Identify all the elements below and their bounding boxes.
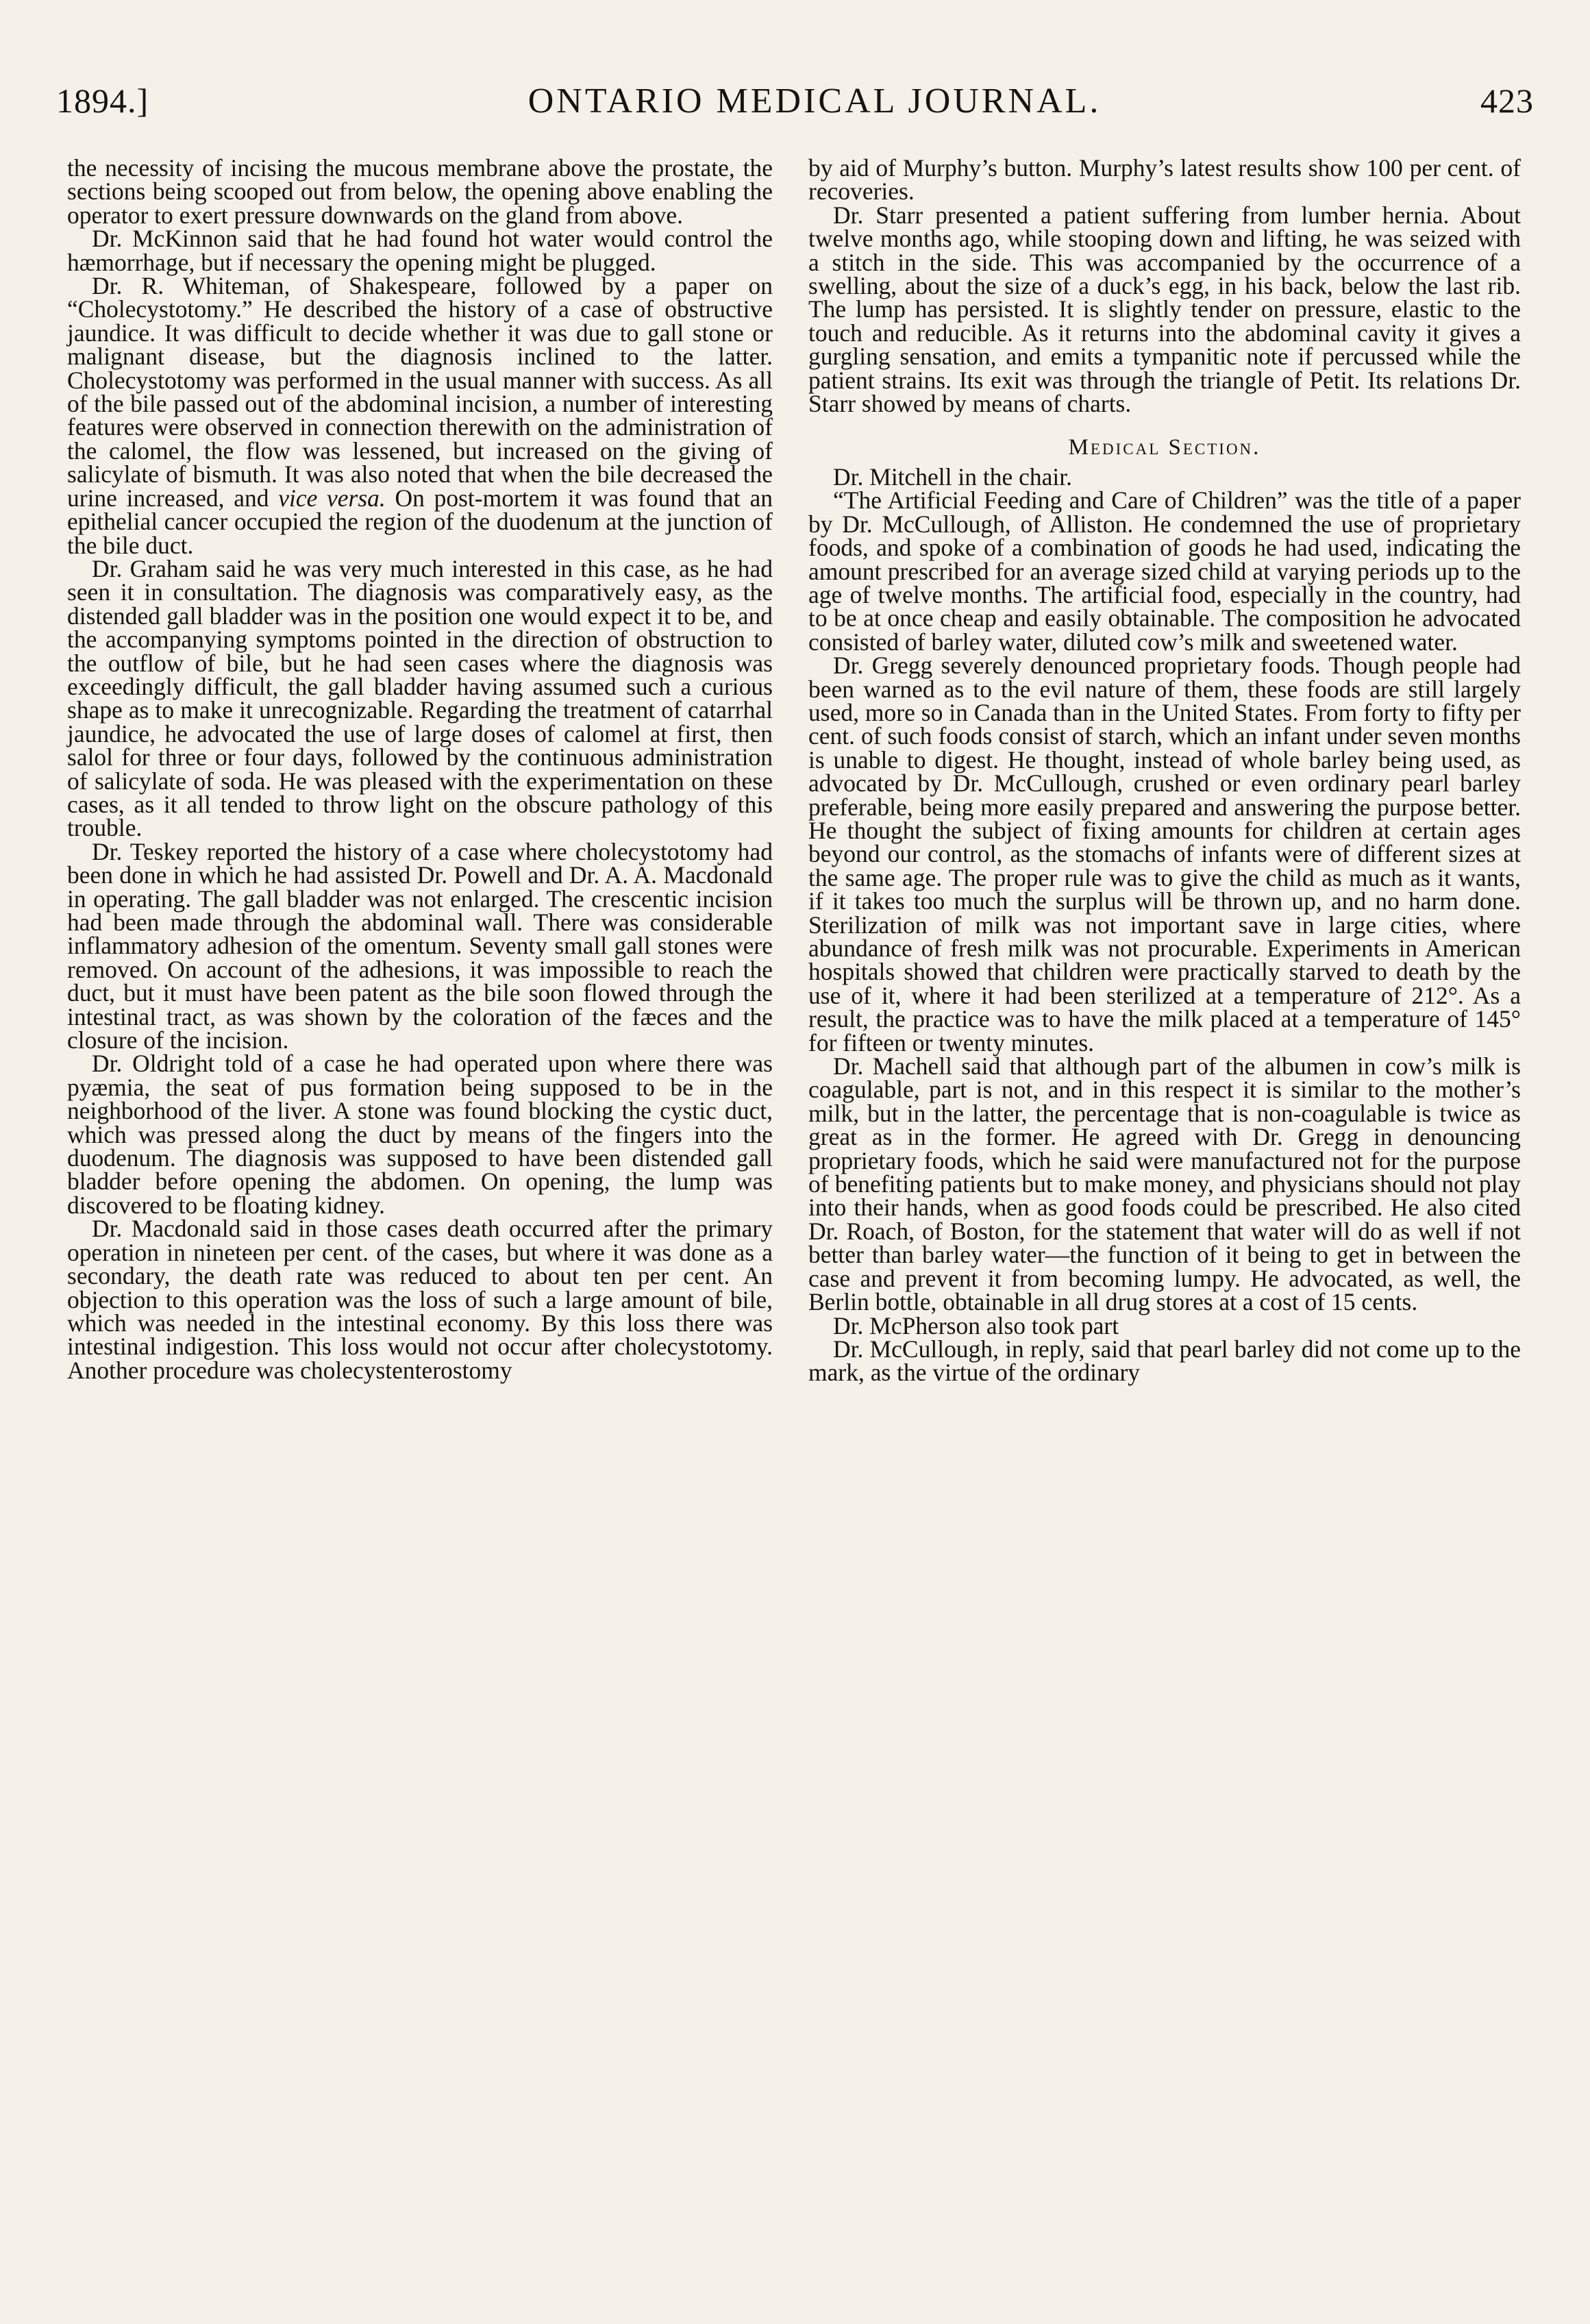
paragraph: Dr. Teskey reported the history of a case where cholecystotomy had been done in which he had assisted Dr. Powell and Dr. A. A. Macdonald in operating. The gall bladder was not enlarged. The crescentic incision had been made through the abdominal wall. There was considerable inflammatory adhesion of the omentum. Seventy small gall stones were removed. On account of the adhesions, it was impossible to reach the duct, but it must have been patent as the bile soon flowed through the intestinal tract, as was shown by the coloration of the fæces and the closure of the incision. xyxy=(67,837,773,1054)
paragraph: the necessity of incising the mucous membrane above the prostate, the sections being scooped out from below, the opening above enabling the operator to exert pressure downwards on the gland from above. xyxy=(67,154,773,229)
paragraph: Dr. Oldright told of a case he had operated upon where there was pyæmia, the seat of pus formation being supposed to be in the neighborhood of the liver. A stone was found blocking the cystic duct, which was pressed along the duct by means of the fingers into the duodenum. The diagnosis was supposed to have been distended gall bladder before opening the abdomen. On opening, the lump was discovered to be floating kidney. xyxy=(67,1050,773,1219)
italic-phrase: vice versa. xyxy=(278,484,386,512)
paragraph: Dr. Macdonald said in those cases death occurred after the primary operation in nineteen per cent. of the cases, but where it was done as a secondary, the death rate was reduced to about ten per cent. An objection to this operation was the loss of such a large amount of bile, which was needed in the intestinal economy. By this loss there was intestinal indigestion. This loss would not occur after cholecystotomy. Another procedure was cholecystenterostomy xyxy=(67,1215,773,1384)
year-label: 1894.] xyxy=(56,82,149,120)
paragraph: Dr. Machell said that although part of the albumen in cow’s milk is coagulable, part is not, and in this respect it is similar to the mother’s milk, but in the latter, the percentage that is non-coagulable is twice as great as in the former. He agreed with Dr. Gregg in denouncing proprietary foods, which he said were manufactured not for the purpose of benefiting patients but to make money, and physicians should not play into their hands, when as good foods could be prescribed. He also cited Dr. Roach, of Boston, for the statement that water will do as well if not better than barley water—the function of it being to get in between the case and prevent it from becoming lumpy. He advocated, as well, the Berlin bottle, obtainable in all drug stores at a cost of 15 cents. xyxy=(808,1052,1521,1316)
paragraph: Dr. McCullough, in reply, said that pearl barley did not come up to the mark, as the virtue of the ordinary xyxy=(808,1335,1521,1387)
paragraph: Dr. Mitchell in the chair. xyxy=(833,462,1073,491)
left-column xyxy=(67,156,773,1382)
paragraph: Dr. Gregg severely denounced proprietary foods. Though people had been warned as to the evil nature of them, these foods are still largely used, more so in Canada than in the United States. From forty to fifty per cent. of such foods consist of starch, which an infant under seven months is unable to digest. He thought, instead of whole barley being used, as advocated by Dr. McCullough, crushed or even ordinary pearl barley preferable, being more easily prepared and answering the purpose better. He thought the subject of fixing amounts for children at certain ages beyond our control, as the stomachs of infants were of different sizes at the same age. The proper rule was to give the child as much as it wants, if it takes too much the surplus will be thrown up, and no harm done. Sterilization of milk was not important save in large cities, where abundance of fresh milk was not procurable. Experiments in American hospitals showed that children were practically starved to death by the use of it, where it had been sterilized at a temperature of 212°. As a result, the practice was to have the milk placed at a temperature of 145° for fifteen or twenty minutes. xyxy=(808,652,1521,1056)
paragraph: Dr. Starr presented a patient suffering from lumber hernia. About twelve months ago, while stooping down and lifting, he was seized with a stitch in the side. This was accompanied by the occurrence of a swelling, about the size of a duck’s egg, in his back, below the last rib. The lump has persisted. It is slightly tender on pressure, elastic to the touch and reducible. As it returns into the abdominal cavity it gives a gurgling sensation, and emits a tympanitic note if percussed while the patient strains. Its exit was through the triangle of Petit. Its relations Dr. Starr showed by means of charts. xyxy=(808,201,1521,418)
paragraph-text: Dr. R. Whiteman, of Shakespeare, followed by a paper on “Cholecystotomy.” He described the history of a case of obstructive jaundice. It was difficult to decide whether it was due to gall stone or malignant disease, but the diagnosis inclined to the latter. Cholecystotomy was performed in the usual manner with success. As all of the bile passed out of the abdominal incision, a number of interesting features were observed in connection therewith on the administration of the calomel, the flow was lessened, but increased on the giving of salicylate of bismuth. It was also noted that when the bile decreased the urine increased, and xyxy=(67,272,773,512)
right-column xyxy=(808,156,1521,1385)
running-head xyxy=(56,81,1534,136)
page-number: 423 xyxy=(1480,82,1534,120)
paragraph: Dr. McKinnon said that he had found hot water would control the hæmorrhage, but if necessary the opening might be plugged. xyxy=(67,225,773,276)
section-heading: Medical Section. xyxy=(1068,435,1261,460)
paragraph: Dr. McPherson also took part xyxy=(833,1311,1119,1339)
journal-title: ONTARIO MEDICAL JOURNAL. xyxy=(527,82,1102,121)
paragraph xyxy=(67,274,773,557)
paragraph: by aid of Murphy’s button. Murphy’s latest results show 100 per cent. of recoveries. xyxy=(808,154,1521,206)
paragraph: Dr. Graham said he was very much interested in this case, as he had seen it in consultation. The diagnosis was comparatively easy, as the distended gall bladder was in the position one would expect it to be, and the accompanying symptoms pointed in the direction of obstruction to the outflow of bile, but he had seen cases where the diagnosis was exceedingly difficult, the gall bladder having assumed such a curious shape as to make it unrecognizable. Regarding the treatment of catarrhal jaundice, he advocated the use of large doses of calomel at first, then salol for three or four days, followed by the continuous administration of salicylate of soda. He was pleased with the experimentation on these cases, as it all tended to throw light on the obscure pathology of this trouble. xyxy=(67,554,773,842)
paragraph-text: On post-mortem it was found that an epithelial cancer occupied the region of the duodenum at the junction of the bile duct. xyxy=(67,484,773,559)
paragraph: “The Artificial Feeding and Care of Children” was the title of a paper by Dr. McCullough, of Alliston. He condemned the use of proprietary foods, and spoke of a combination of goods he had used, indicating the amount prescribed for an average sized child at varying periods up to the age of twelve months. The artificial food, especially in the country, had to be at once cheap and easily obtainable. The composition he advocated consisted of barley water, diluted cow’s milk and sweetened water. xyxy=(808,486,1521,656)
